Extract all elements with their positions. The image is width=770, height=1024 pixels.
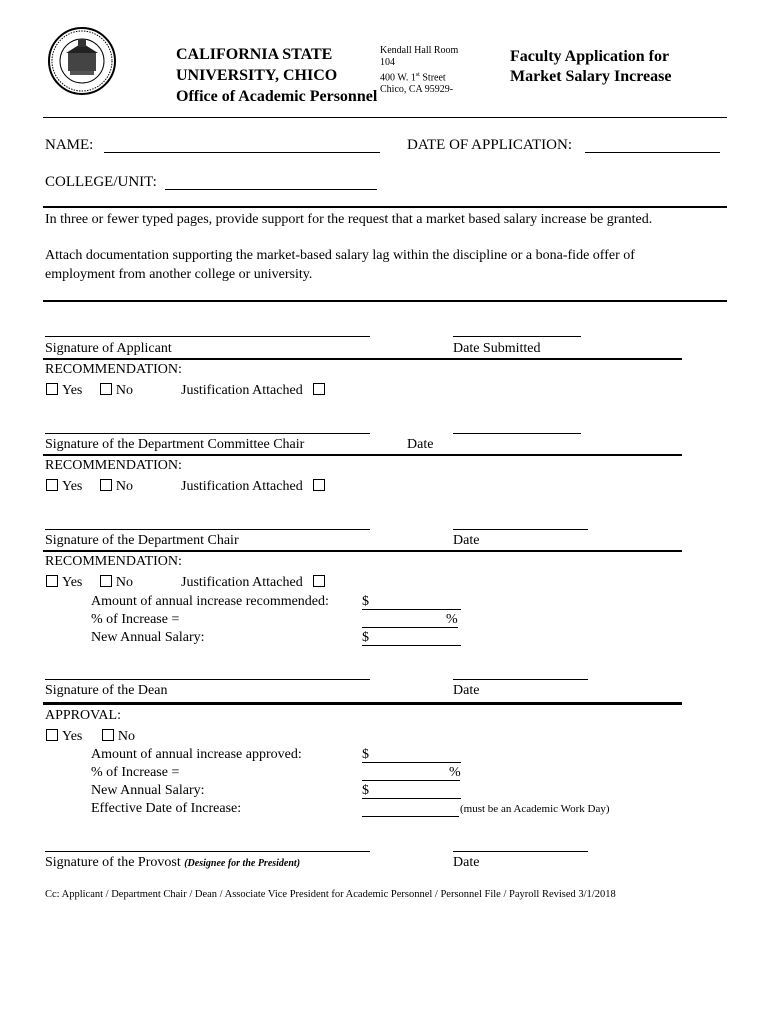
instruction-documentation-1: Attach documentation supporting the market-based salary lag within the discipline or a bona-fide offer of — [45, 248, 635, 263]
cc-distribution: Cc: Applicant / Department Chair / Dean / Associate Vice President for Academic Personnel / Personnel File / Payroll Revised 3/1/2018 — [45, 889, 616, 900]
provost-signature-label: Signature of the Provost (Designee for the President) — [45, 855, 301, 870]
committee-no-checkbox[interactable]: No — [100, 383, 133, 398]
chair-justification-checkbox[interactable]: Justification Attached — [181, 479, 329, 495]
dean-date-label: Date — [453, 683, 480, 698]
chair-date-field[interactable] — [453, 529, 588, 530]
dean-percent-label: % of Increase = — [91, 612, 180, 627]
checkbox-icon — [313, 575, 325, 587]
name-label: NAME: — [45, 137, 94, 153]
address-block: Kendall Hall Room 104 400 W. 1st Street Chico, CA 95929- — [380, 45, 459, 96]
checkbox-icon — [46, 479, 58, 491]
provost-amount-label: Amount of annual increase approved: — [91, 747, 302, 762]
applicant-date-field[interactable] — [453, 336, 581, 337]
applicant-signature-label: Signature of Applicant — [45, 341, 172, 356]
provost-amount-field[interactable] — [362, 762, 461, 763]
committee-date-field[interactable] — [453, 433, 581, 434]
section-divider — [43, 300, 727, 302]
name-field[interactable] — [104, 152, 380, 153]
dean-yes-checkbox[interactable]: Yes — [46, 575, 82, 590]
checkbox-icon — [100, 479, 112, 491]
committee-recommendation-label: RECOMMENDATION: — [45, 362, 182, 377]
date-of-application-field[interactable] — [585, 152, 720, 153]
checkbox-icon — [313, 479, 325, 491]
effective-date-note: (must be an Academic Work Day) — [460, 803, 610, 815]
dean-options — [46, 575, 133, 591]
committee-signature-label: Signature of the Department Committee Chair — [45, 437, 305, 452]
checkbox-icon — [46, 383, 58, 395]
section-divider — [43, 454, 682, 456]
dean-salary-field[interactable] — [362, 645, 461, 646]
committee-yes-checkbox[interactable]: Yes — [46, 383, 82, 398]
dean-justification-checkbox[interactable]: Justification Attached — [181, 575, 329, 591]
provost-date-field[interactable] — [453, 851, 588, 852]
provost-signature-field[interactable] — [45, 851, 370, 852]
dean-percent-field[interactable] — [362, 627, 458, 628]
provost-amount-dollar: $ — [362, 747, 369, 762]
provost-percent-sign: % — [449, 765, 461, 780]
dean-salary-dollar: $ — [362, 630, 369, 645]
college-unit-field[interactable] — [165, 189, 377, 190]
provost-percent-field[interactable] — [362, 780, 460, 781]
provost-salary-dollar: $ — [362, 783, 369, 798]
approval-label: APPROVAL: — [45, 708, 121, 723]
provost-options — [46, 729, 135, 745]
dean-percent-sign: % — [446, 612, 458, 627]
dean-amount-field[interactable] — [362, 609, 461, 610]
instruction-documentation-2: employment from another college or university. — [45, 267, 313, 282]
date-submitted-label: Date Submitted — [453, 341, 541, 356]
chair-date-label: Date — [453, 533, 480, 548]
dean-no-checkbox[interactable]: No — [100, 575, 133, 590]
provost-salary-field[interactable] — [362, 798, 461, 799]
provost-yes-checkbox[interactable]: Yes — [46, 729, 82, 744]
committee-signature-field[interactable] — [45, 433, 370, 434]
dean-signature-field[interactable] — [45, 679, 370, 680]
checkbox-icon — [102, 729, 114, 741]
instruction-pages: In three or fewer typed pages, provide support for the request that a market based salary increase be granted. — [45, 212, 653, 227]
provost-no-checkbox[interactable]: No — [102, 729, 135, 744]
chair-signature-field[interactable] — [45, 529, 370, 530]
provost-percent-label: % of Increase = — [91, 765, 180, 780]
dean-date-field[interactable] — [453, 679, 588, 680]
header-divider — [43, 117, 727, 118]
dean-signature-label: Signature of the Dean — [45, 683, 168, 698]
dean-recommendation-label: RECOMMENDATION: — [45, 554, 182, 569]
chair-no-checkbox[interactable]: No — [100, 479, 133, 494]
effective-date-field[interactable] — [362, 816, 459, 817]
checkbox-icon — [100, 575, 112, 587]
section-divider — [43, 702, 682, 705]
committee-options — [46, 383, 133, 399]
college-unit-label: COLLEGE/UNIT: — [45, 174, 157, 190]
chair-signature-label: Signature of the Department Chair — [45, 533, 239, 548]
university-name-line1: CALIFORNIA STATE — [176, 46, 333, 63]
committee-justification-checkbox[interactable]: Justification Attached — [181, 383, 329, 399]
checkbox-icon — [46, 729, 58, 741]
university-name-line2: UNIVERSITY, CHICO — [176, 67, 338, 84]
office-name: Office of Academic Personnel — [176, 88, 378, 105]
effective-date-label: Effective Date of Increase: — [91, 801, 242, 816]
section-divider — [43, 550, 682, 552]
dean-amount-dollar: $ — [362, 594, 369, 609]
provost-salary-label: New Annual Salary: — [91, 783, 205, 798]
committee-date-label: Date — [407, 437, 434, 452]
designee-note: (Designee for the President) — [184, 858, 301, 869]
chair-recommendation-label: RECOMMENDATION: — [45, 458, 182, 473]
provost-date-label: Date — [453, 855, 480, 870]
checkbox-icon — [46, 575, 58, 587]
date-of-application-label: DATE OF APPLICATION: — [407, 137, 573, 153]
applicant-signature-field[interactable] — [45, 336, 370, 337]
dean-salary-label: New Annual Salary: — [91, 630, 205, 645]
dean-amount-label: Amount of annual increase recommended: — [91, 594, 329, 609]
section-divider — [43, 206, 727, 208]
university-seal — [48, 27, 116, 95]
form-title-line1: Faculty Application for — [510, 48, 670, 65]
checkbox-icon — [313, 383, 325, 395]
chair-options — [46, 479, 133, 495]
form-title-line2: Market Salary Increase — [510, 68, 672, 85]
section-divider — [43, 358, 682, 360]
checkbox-icon — [100, 383, 112, 395]
chair-yes-checkbox[interactable]: Yes — [46, 479, 82, 494]
